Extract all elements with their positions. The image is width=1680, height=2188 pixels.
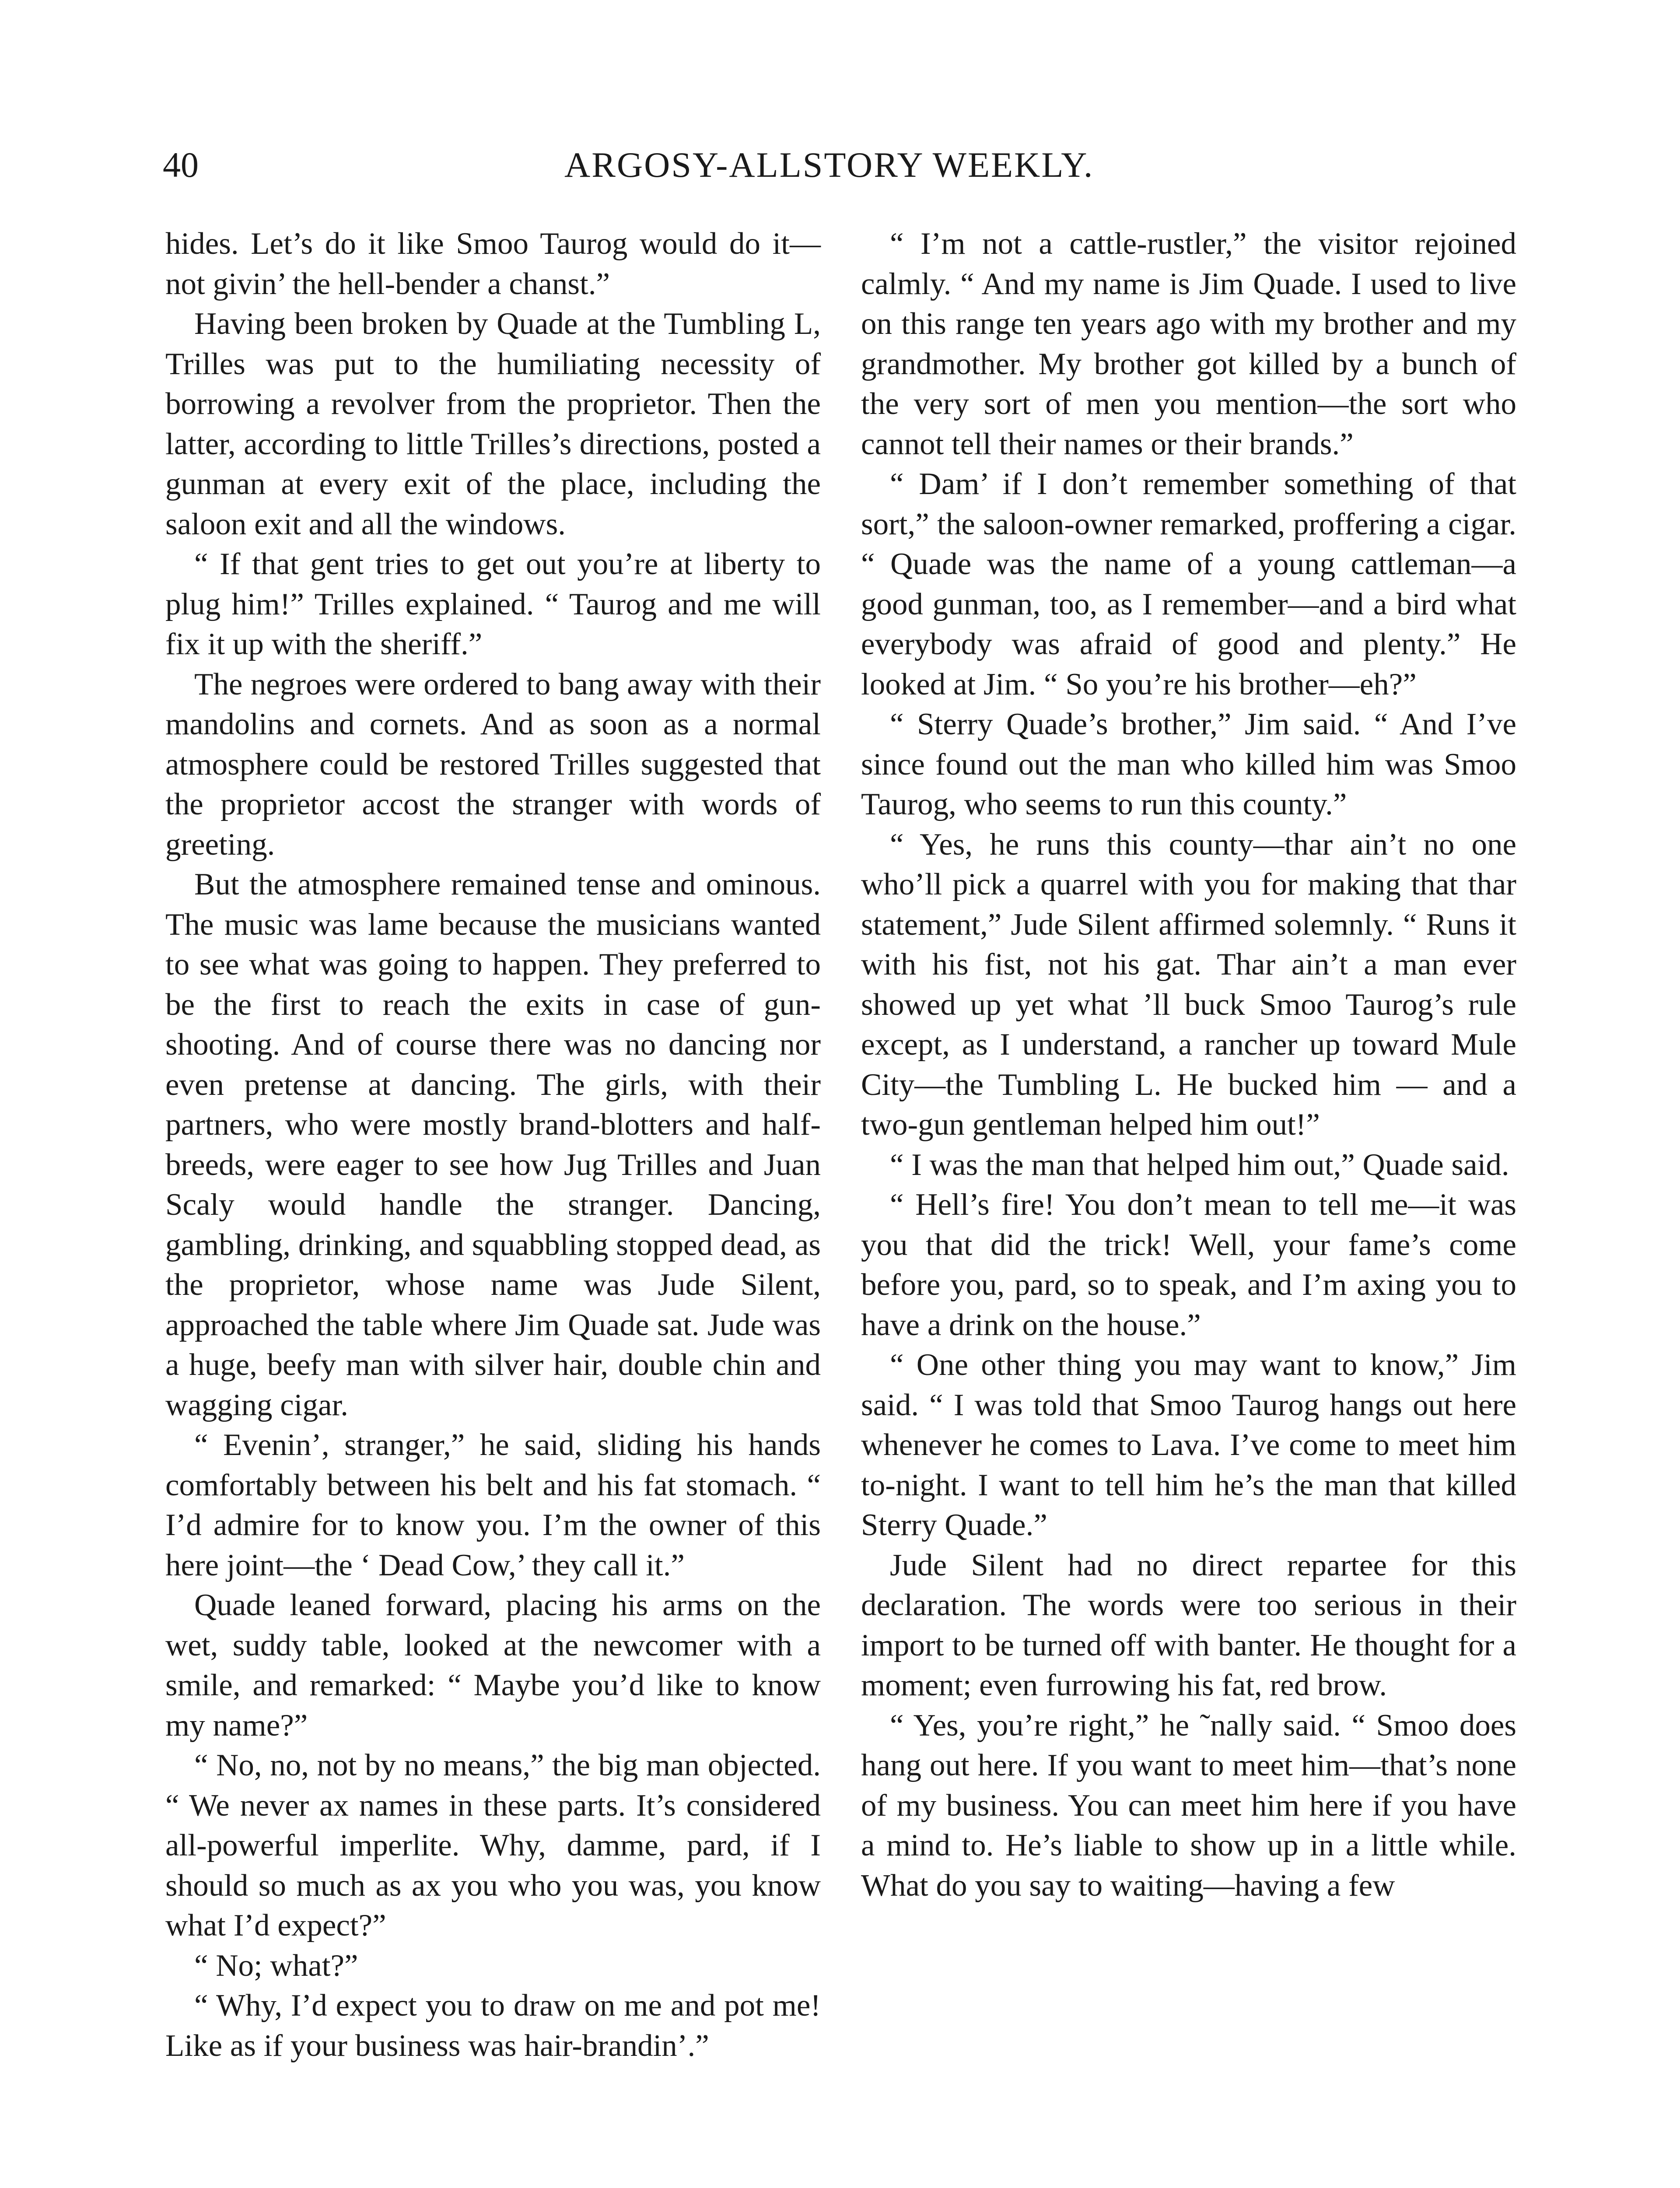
paragraph: “ Hell’s fire! You don’t mean to tell me—it was you that did the trick! Well, your fame’s come before you, pard, so to speak, and I’m axing you to have a drink on the house.”: [861, 1188, 1516, 1342]
paragraph: Jude Silent had no direct repartee for this declaration. The words were too serious in their import to be turned off with banter. He thought for a moment; even furrowing his fat, red brow.: [861, 1548, 1516, 1702]
paragraph: “ Yes, you’re right,” he ˜nally said. “ Smoo does hang out here. If you want to meet him—that’s none of my business. You can meet him here if you have a mind to. He’s liable to show up in a little while. What do you say to waiting—having a few: [861, 1708, 1516, 1903]
paragraph: But the atmosphere remained tense and ominous. The music was lame because the musicians wanted to see what was going to happen. They preferred to be the first to reach the exits in case of gun-shooting. And of course there was no dancing nor even pretense at dancing. The girls, with their partners, who were mostly brand-blotters and half-breeds, were eager to see how Jug Trilles and Juan Scaly would handle the stranger. Dancing, gambling, drinking, and squabbling stopped dead, as the proprietor, whose name was Jude Silent, approached the table where Jim Quade sat. Jude was a huge, beefy man with silver hair, double chin and wagging cigar.: [165, 867, 821, 1422]
paragraph: “ No, no, not by no means,” the big man objected. “ We never ax names in these parts. It’s considered all-powerful imperlite. Why, damme, pard, if I should so much as ax you who you was, you know what I’d expect?”: [165, 1748, 821, 1943]
paragraph: “ No; what?”: [194, 1948, 358, 1983]
paragraph: “ Dam’ if I don’t remember something of that sort,” the saloon-owner remarked, proffering a cigar. “ Quade was the name of a young cattleman—a good gunman, too, as I remember—and a bird what everybody was afraid of good and plenty.” He looked at Jim. “ So you’re his brother—eh?”: [861, 467, 1516, 701]
running-head: ARGOSY-ALLSTORY WEEKLY.: [564, 145, 1094, 185]
page-number: 40: [163, 145, 199, 185]
paragraph: “ Sterry Quade’s brother,” Jim said. “ And I’ve since found out the man who killed him was Smoo Taurog, who seems to run this county.”: [861, 707, 1516, 821]
left-column: [165, 224, 821, 2066]
right-column: [861, 224, 1516, 1906]
paragraph: Quade leaned forward, placing his arms on the wet, suddy table, looked at the newcomer with a smile, and remarked: “ Maybe you’d like to know my name?”: [165, 1588, 821, 1743]
paragraph: hides. Let’s do it like Smoo Taurog would do it—not givin’ the hell-bender a chanst.”: [165, 227, 821, 301]
paragraph: “ Why, I’d expect you to draw on me and pot me! Like as if your business was hair-brandin’.”: [165, 1988, 821, 2063]
paragraph: “ I’m not a cattle-rustler,” the visitor rejoined calmly. “ And my name is Jim Quade. I used to live on this range ten years ago with my brother and my grandmother. My brother got killed by a bunch of the very sort of men you mention—the sort who cannot tell their names or their brands.”: [861, 227, 1516, 461]
paragraph: “ Evenin’, stranger,” he said, sliding his hands comfortably between his belt and his fat stomach. “ I’d admire for to know you. I’m the owner of this here joint—the ‘ Dead Cow,’ they call it.”: [165, 1428, 821, 1582]
paragraph: “ I was the man that helped him out,” Quade said.: [890, 1147, 1509, 1182]
paragraph: Having been broken by Quade at the Tumbling L, Trilles was put to the humiliating necessity of borrowing a revolver from the proprietor. Then the latter, according to little Trilles’s directions, posted a gunman at every exit of the place, including the saloon exit and all the windows.: [165, 307, 821, 541]
paragraph: The negroes were ordered to bang away with their mandolins and cornets. And as soon as a normal atmosphere could be restored Trilles suggested that the proprietor accost the stranger with words of greeting.: [165, 667, 821, 862]
paragraph: “ Yes, he runs this county—thar ain’t no one who’ll pick a quarrel with you for making that thar statement,” Jude Silent affirmed solemnly. “ Runs it with his fist, not his gat. Thar ain’t a man ever showed up yet what ’ll buck Smoo Taurog’s rule except, as I understand, a rancher up toward Mule City—the Tumbling L. He bucked him — and a two-gun gentleman helped him out!”: [861, 827, 1516, 1142]
paragraph: “ One other thing you may want to know,” Jim said. “ I was told that Smoo Taurog hangs out here whenever he comes to Lava. I’ve come to meet him to-night. I want to tell him he’s the man that killed Sterry Quade.”: [861, 1348, 1516, 1542]
paragraph: “ If that gent tries to get out you’re at liberty to plug him!” Trilles explained. “ Taurog and me will fix it up with the sheriff.”: [165, 547, 821, 661]
